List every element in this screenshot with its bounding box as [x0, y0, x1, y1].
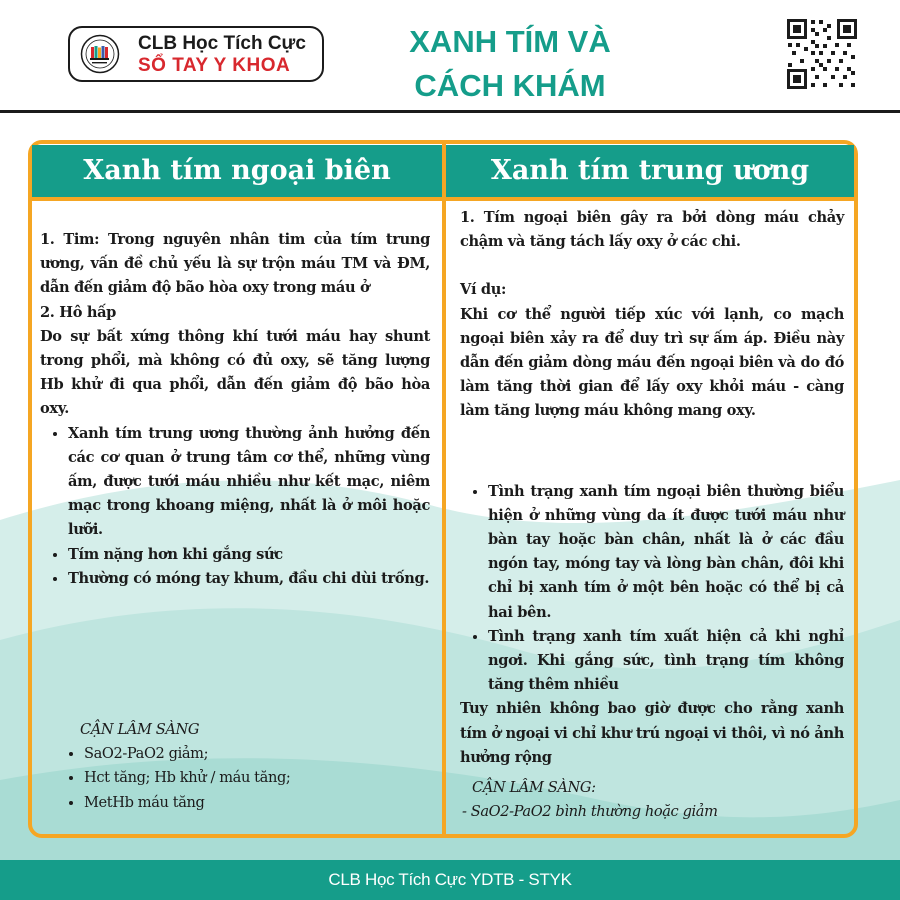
club-emblem-icon	[80, 34, 120, 74]
column-divider	[442, 144, 446, 834]
title-line-1: XANH TÍM VÀ	[409, 24, 611, 59]
left-column-header: Xanh tím ngoại biên	[32, 145, 442, 197]
spacer	[460, 424, 844, 480]
right-bullet-2: • Tình trạng xanh tím xuất hiện cả khi nghỉ ngơi. Khi gắng sức, tình trạng tím không tăng thêm nhiều	[488, 625, 844, 698]
right-bullet-1: • Tình trạng xanh tím ngoại biên thường biểu hiện ở những vùng da ít được tưới máu như bàn tay hoặc bàn chân, nhất là ở các đầu ngón tay, móng tay và lòng bàn chân, đôi khi chỉ bị xanh tím ở một bên hoặc có thể bị cả hai bên.	[488, 480, 844, 625]
right-bullet-list	[460, 480, 844, 698]
page-header	[0, 0, 900, 112]
left-bullet-1: • Xanh tím trung ương thường ảnh hưởng đến các cơ quan ở trung tâm cơ thể, những vùng ấm, được tưới máu nhiều như kết mạc, niêm mạc trong khoang miệng, nhất là ở môi hoặc lưỡi.	[68, 422, 430, 543]
left-clinical-item-1: • SaO2-PaO2 giảm;	[84, 742, 430, 766]
left-paragraph-1: 1. Tim: Trong nguyên nhân tim của tím trung ương, vấn đề chủ yếu là sự trộn máu TM và ĐM, dẫn đến giảm độ bão hòa oxy trong máu ở	[40, 231, 430, 297]
header-divider	[0, 110, 900, 113]
left-bullet-list	[40, 422, 430, 591]
page-footer	[0, 860, 900, 900]
spacer	[460, 254, 844, 278]
left-bullet-3: • Thường có móng tay khum, đầu chi dùi trống.	[68, 567, 430, 591]
right-clinical-heading: CẬN LÂM SÀNG:	[472, 779, 596, 796]
left-paragraph-2: 2. Hô hấp	[40, 303, 117, 321]
club-logo-badge	[68, 26, 324, 82]
left-paragraph-3: Do sự bất xứng thông khí tưới máu hay shunt trong phổi, mà không có đủ oxy, sẽ tăng lượng Hb khử đi qua phổi, dẫn đến giảm độ bão hòa oxy.	[40, 327, 430, 418]
right-column-body	[460, 206, 844, 770]
left-clinical-list	[40, 742, 430, 815]
right-paragraph-1: 1. Tím ngoại biên gây ra bởi dòng máu chảy chậm và tăng tách lấy oxy ở các chi.	[460, 209, 844, 251]
right-clinical-line: - SaO2-PaO2 bình thường hoặc giảm	[462, 803, 718, 821]
left-bullet-2: • Tím nặng hơn khi gắng sức	[68, 543, 430, 567]
right-clinical-section	[462, 776, 846, 824]
footer-text: CLB Học Tích Cực YDTB - STYK	[328, 870, 572, 889]
club-name: CLB Học Tích Cực	[138, 33, 306, 54]
left-clinical-heading: CẬN LÂM SÀNG	[80, 721, 200, 738]
right-example-label: Ví dụ:	[460, 281, 507, 299]
publication-name: SỔ TAY Y KHOA	[138, 55, 291, 76]
right-paragraph-2: Khi cơ thể người tiếp xúc với lạnh, co mạch ngoại biên xảy ra để duy trì sự ấm áp. Điều này dẫn đến giảm dòng máu đến ngoại biên và do đó làm tăng thời gian để lấy oxy khỏi máu - càng làm tăng lượng máu không mang oxy.	[460, 305, 844, 420]
right-paragraph-3: Tuy nhiên không bao giờ được cho rằng xanh tím ở ngoại vi chỉ khư trú ngoại vi thôi, vì nó ảnh hưởng rộng	[460, 700, 844, 766]
title-line-2: CÁCH KHÁM	[414, 68, 606, 103]
left-clinical-section	[40, 718, 430, 815]
left-clinical-item-3: • MetHb máu tăng	[84, 791, 430, 815]
right-column-header: Xanh tím trung ương	[446, 145, 854, 197]
page-title	[360, 20, 660, 108]
left-column-body	[40, 228, 430, 591]
left-clinical-item-2: • Hct tăng; Hb khử / máu tăng;	[84, 766, 430, 790]
qr-code-icon	[786, 18, 858, 90]
